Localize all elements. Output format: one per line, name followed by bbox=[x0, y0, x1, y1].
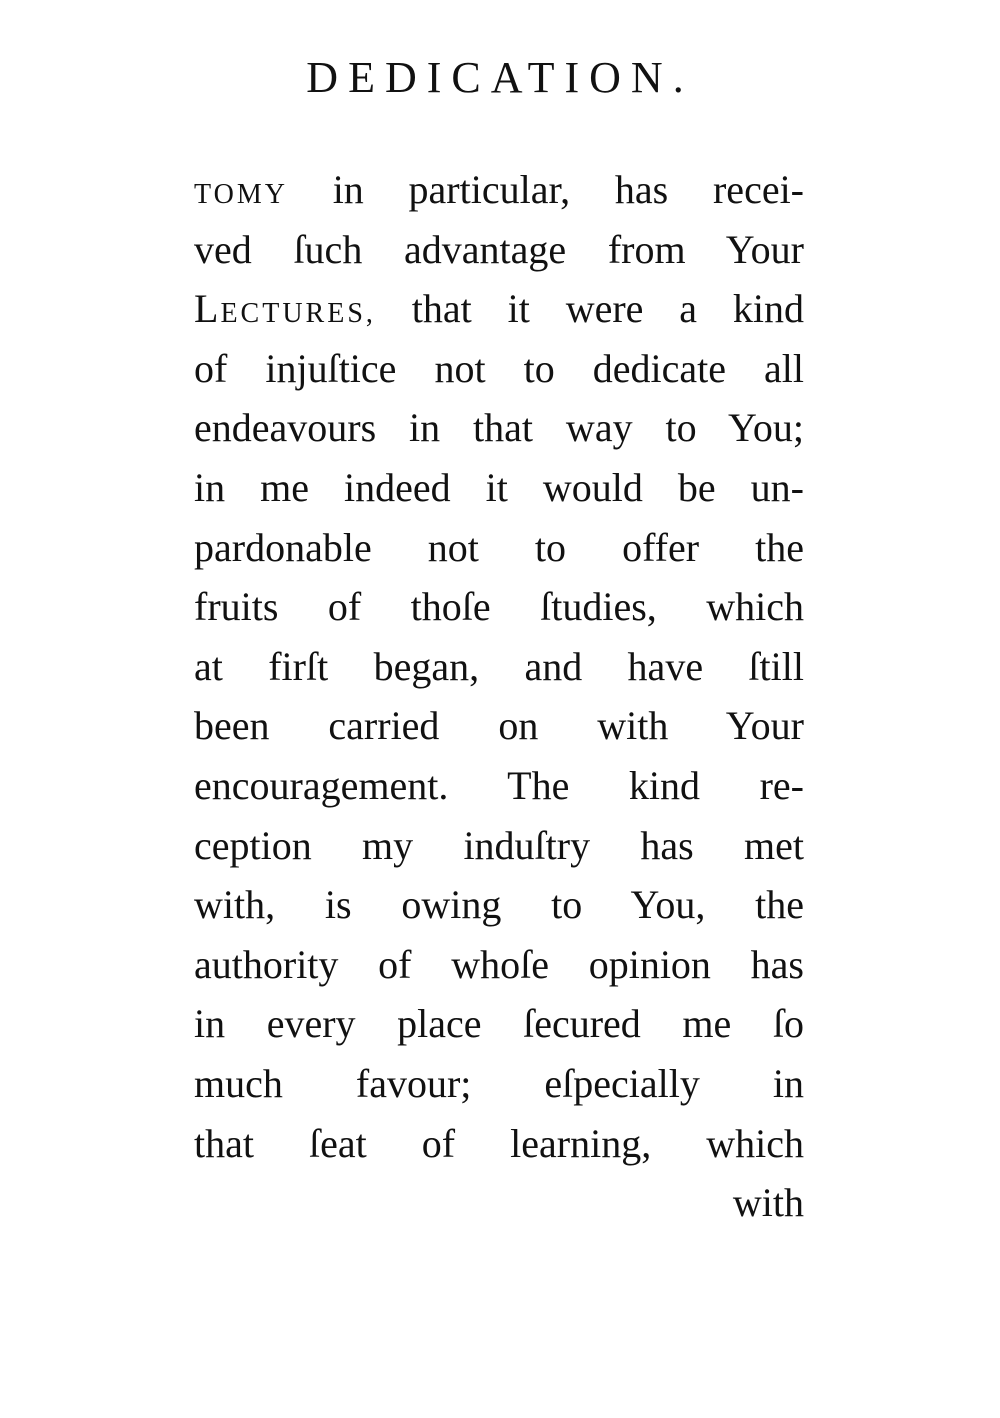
text-line: that ſeat of learning, which bbox=[194, 1120, 804, 1166]
dedication-text bbox=[194, 160, 804, 1233]
text-line bbox=[194, 160, 804, 220]
text-line: much favour; eſpecially in bbox=[194, 1060, 804, 1106]
text-line: with, is owing to You, the bbox=[194, 882, 804, 928]
text-line: been carried on with Your bbox=[194, 703, 804, 749]
catchword: with bbox=[732, 1180, 804, 1226]
text-line: of injuſtice not to dedicate all bbox=[194, 345, 804, 391]
text-line: at firſt began, and have ſtill bbox=[194, 643, 804, 689]
text-line: encouragement. The kind re- bbox=[194, 762, 804, 808]
smallcaps-word: ECTURES, bbox=[220, 298, 376, 330]
text-line: in every place ſecured me ſo bbox=[194, 1001, 804, 1047]
text-line: pardonable not to offer the bbox=[194, 524, 804, 570]
text-line: ception my induſtry has met bbox=[194, 822, 804, 868]
text-line bbox=[194, 279, 804, 339]
line-text: that it were a kind bbox=[411, 286, 804, 332]
line-text: in particular, has recei- bbox=[332, 167, 805, 212]
text-line: fruits of thoſe ſtudies, which bbox=[194, 584, 804, 630]
text-line: in me indeed it would be un- bbox=[194, 464, 804, 510]
text-line: endeavours in that way to You; bbox=[194, 405, 804, 451]
running-head: DEDICATION. bbox=[306, 53, 694, 102]
capital-letter: L bbox=[194, 286, 221, 332]
text-line: authority of whoſe opinion has bbox=[194, 941, 804, 987]
text-line: ved ſuch advantage from Your bbox=[194, 226, 804, 272]
smallcaps-word: TOMY bbox=[194, 179, 288, 210]
